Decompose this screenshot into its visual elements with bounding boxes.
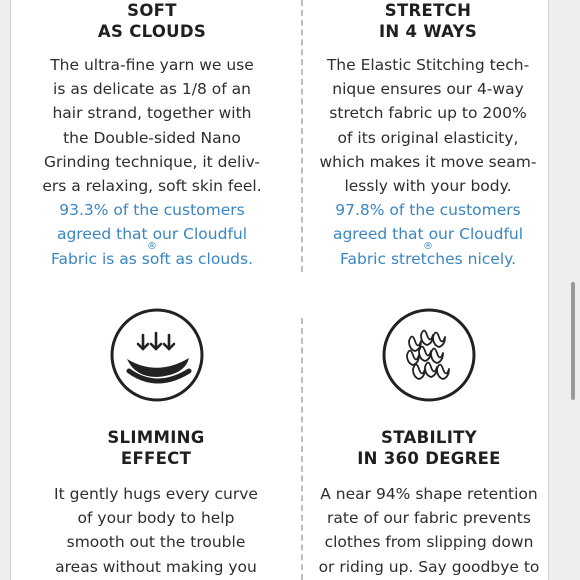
- feature-description: A near 94% shape retention rate of our fabric prevents clothes from slipping down or riding up. Say goodbye to: [318, 485, 540, 576]
- feature-description: The ultra-fine yarn we use is as delicate as 1/8 of an hair strand, together with the Double-sided Nano Grinding technique, it deliv- ers a relaxing, soft skin feel.: [42, 56, 262, 196]
- column-divider: [301, 0, 303, 272]
- feature-title: STABILITY IN 360 DEGREE: [357, 428, 501, 468]
- feature-soft: [19, 0, 285, 271]
- customer-stat: 93.3% of the customers agreed that our Cloudful ® Fabric is as soft as clouds.: [51, 201, 253, 268]
- feature-description: It gently hugs every curve of your body to help smooth out the trouble areas without making you: [54, 485, 258, 576]
- feature-title: STRETCH IN 4 WAYS: [378, 1, 478, 41]
- product-description-panel: [10, 0, 549, 580]
- slimming-icon: [109, 307, 205, 403]
- scrollbar-thumb[interactable]: [571, 282, 575, 400]
- feature-slimming: [23, 427, 289, 579]
- feature-stretch: [295, 0, 561, 271]
- feature-stability: [296, 427, 562, 579]
- feature-description: The Elastic Stitching tech- nique ensures our 4-way stretch fabric up to 200% of its original elasticity, which makes it move seam- lessly with your body.: [319, 56, 537, 196]
- knit-stitch-icon: [381, 307, 477, 403]
- customer-stat: 97.8% of the customers agreed that our Cloudful ® Fabric stretches nicely.: [332, 201, 524, 268]
- feature-title: SLIMMING EFFECT: [107, 428, 205, 468]
- feature-title: SOFT AS CLOUDS: [97, 1, 207, 41]
